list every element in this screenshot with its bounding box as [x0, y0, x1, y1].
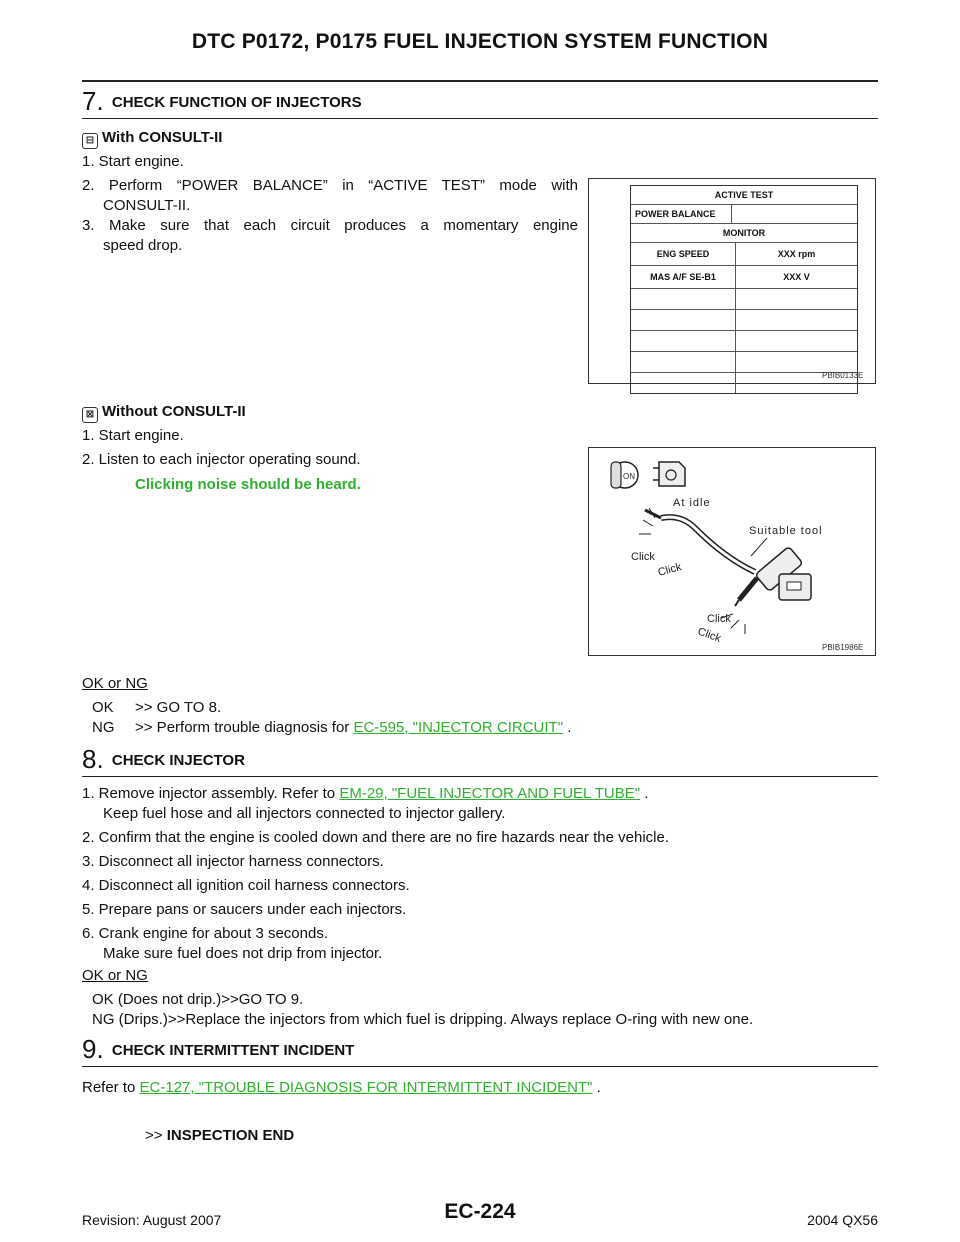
step-9-heading — [82, 1034, 354, 1065]
footer-revision: Revision: August 2007 — [82, 1212, 222, 1228]
step-8-item-6-sub: Make sure fuel does not drip from injector. — [103, 945, 383, 962]
eng-speed-label: ENG SPEED — [656, 249, 710, 259]
step-8-title: CHECK INJECTOR — [111, 752, 245, 769]
power-balance-label: POWER BALANCE — [635, 209, 716, 219]
step-8-divider — [82, 776, 878, 777]
engine-icon — [653, 462, 685, 486]
suitable-tool-label: Suitable tool — [749, 525, 823, 537]
without-consult-text: Without CONSULT-II — [102, 403, 246, 420]
at-idle-label: At idle — [673, 497, 711, 509]
without-step-2: 2. Listen to each injector operating sound. — [82, 451, 361, 468]
step-7-ng-label: NG — [92, 719, 115, 736]
no-consult-icon: ⊠ — [82, 407, 98, 423]
click-label-3: Click — [707, 613, 731, 625]
intermittent-incident-link[interactable]: EC-127, "TROUBLE DIAGNOSIS FOR INTERMITTENT INCIDENT" — [139, 1079, 593, 1096]
step-7-heading — [82, 86, 362, 117]
step-9-divider — [82, 1066, 878, 1067]
with-step-2: 2. Perform “POWER BALANCE” in “ACTIVE TEST” mode with — [82, 177, 578, 194]
step-8-ok-text: OK (Does not drip.)>>GO TO 9. — [92, 991, 304, 1008]
stethoscope-icon — [645, 510, 755, 572]
eng-speed-value: XXX rpm — [735, 243, 857, 265]
step-7-ok-ng: OK or NG — [82, 675, 148, 692]
clicking-note: Clicking noise should be heard. — [135, 476, 361, 493]
svg-text:ON: ON — [623, 472, 635, 481]
injector-icon — [735, 546, 811, 606]
active-test-header: ACTIVE TEST — [714, 190, 774, 200]
click-label-1: Click — [631, 551, 655, 563]
step-8-ok-ng: OK or NG — [82, 967, 148, 984]
step-8-item-1-sub: Keep fuel hose and all injectors connected to injector gallery. — [103, 805, 506, 822]
step-9-refer: Refer to EC-127, "TROUBLE DIAGNOSIS FOR INTERMITTENT INCIDENT" . — [82, 1079, 601, 1096]
step-7-title: CHECK FUNCTION OF INJECTORS — [111, 94, 362, 111]
with-step-3-cont: speed drop. — [103, 237, 183, 254]
step-8-item-6: 6. Crank engine for about 3 seconds. — [82, 925, 328, 942]
with-step-2-cont: CONSULT-II. — [103, 197, 191, 214]
step-7-number: 7. — [82, 86, 104, 116]
step-8-item-4: 4. Disconnect all ignition coil harness connectors. — [82, 877, 410, 894]
step-8-number: 8. — [82, 744, 104, 774]
with-consult-label — [82, 128, 222, 149]
injector-circuit-link[interactable]: EC-595, "INJECTOR CIRCUIT" — [353, 719, 564, 736]
step-7-ok-text: >> GO TO 8. — [135, 699, 222, 716]
with-step-3: 3. Make sure that each circuit produces a momentary engine — [82, 217, 578, 234]
footer-page-number: EC-224 — [444, 1200, 516, 1223]
step-7-ok-label: OK — [92, 699, 114, 716]
ignition-key-icon — [611, 462, 638, 488]
inspection-end-text: INSPECTION END — [166, 1127, 295, 1144]
click-label-2: Click — [656, 561, 683, 579]
step-8-item-1: 1. Remove injector assembly. Refer to EM-29, "FUEL INJECTOR AND FUEL TUBE" . — [82, 785, 649, 802]
step-8-item-3: 3. Disconnect all injector harness connectors. — [82, 853, 384, 870]
title-divider — [82, 80, 878, 82]
step-7-divider — [82, 118, 878, 119]
click-label-4: Click — [695, 625, 723, 645]
maf-label: MAS A/F SE-B1 — [650, 272, 716, 282]
step-9-title: CHECK INTERMITTENT INCIDENT — [111, 1042, 355, 1059]
step-8-item-5: 5. Prepare pans or saucers under each injectors. — [82, 901, 407, 918]
step-8-heading — [82, 744, 245, 775]
with-consult-text: With CONSULT-II — [102, 129, 223, 146]
monitor-header: MONITOR — [722, 228, 766, 238]
without-consult-label — [82, 402, 246, 423]
step-9-number: 9. — [82, 1034, 104, 1064]
step-8-item-2: 2. Confirm that the engine is cooled down and there are no fire hazards near the vehicle. — [82, 829, 670, 846]
injector-sound-figure — [588, 447, 876, 656]
injector-sound-illustration — [589, 448, 875, 655]
figure-2-id: PBIB1986E — [822, 643, 864, 652]
maf-value: XXX V — [735, 266, 857, 288]
footer-model: 2004 QX56 — [807, 1212, 878, 1228]
without-step-1: 1. Start engine. — [82, 427, 184, 444]
blank-row — [631, 310, 857, 331]
inspection-end: >> INSPECTION END — [145, 1127, 295, 1144]
figure-1-id: PBIB0133E — [822, 371, 864, 380]
active-test-screen — [630, 185, 858, 394]
consult-tool-icon: ⊟ — [82, 133, 98, 149]
with-step-1: 1. Start engine. — [82, 153, 184, 170]
blank-row — [631, 289, 857, 310]
step-8-ng-text: NG (Drips.)>>Replace the injectors from which fuel is dripping. Always replace O-ring with new one. — [92, 1011, 754, 1028]
blank-row — [631, 331, 857, 352]
fuel-injector-link[interactable]: EM-29, "FUEL INJECTOR AND FUEL TUBE" — [339, 785, 641, 802]
step-7-ng-text: >> Perform trouble diagnosis for — [135, 719, 354, 736]
blank-row — [631, 352, 857, 373]
step-7-ng-line: >> Perform trouble diagnosis for EC-595, "INJECTOR CIRCUIT" . — [135, 719, 572, 736]
page-title: DTC P0172, P0175 FUEL INJECTION SYSTEM FUNCTION — [191, 30, 769, 53]
